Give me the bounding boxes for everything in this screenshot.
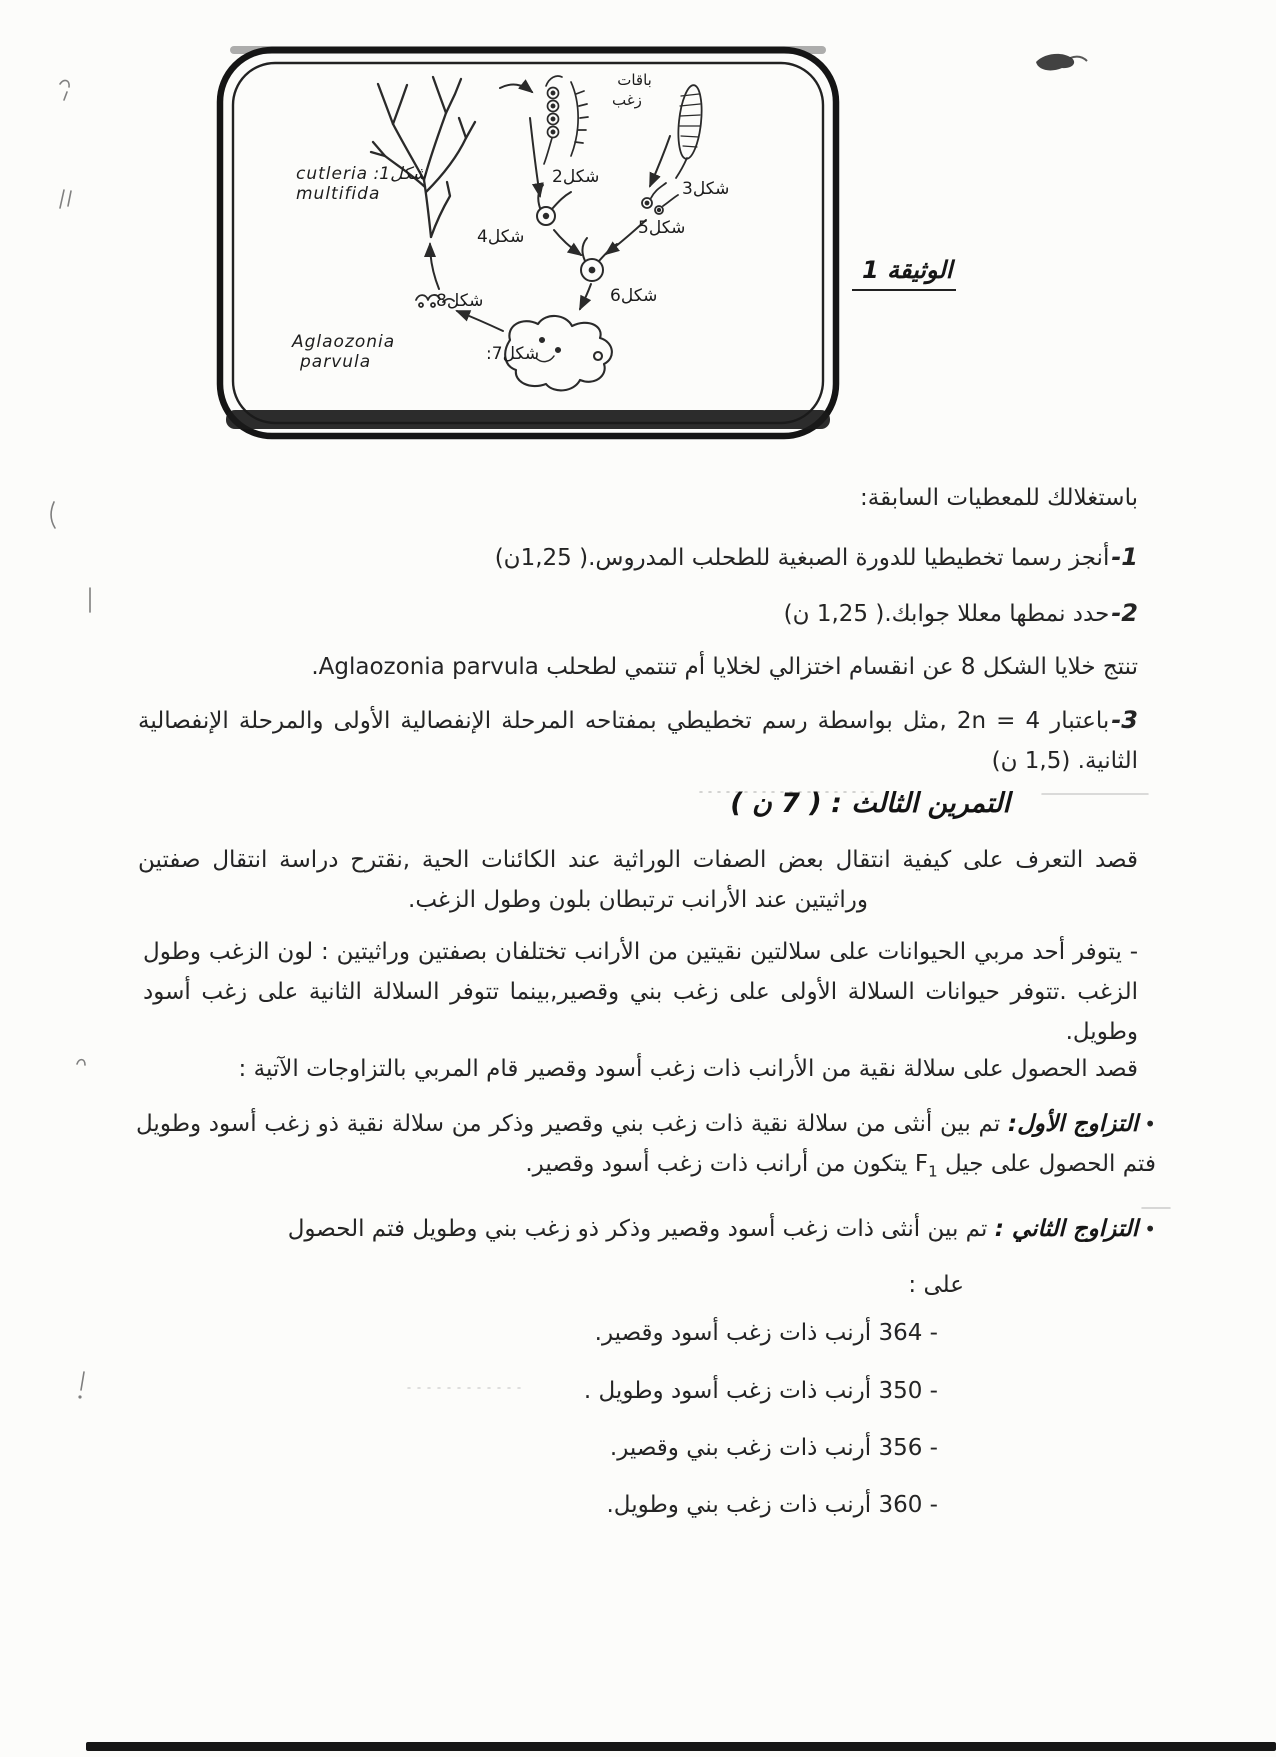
aglaozonia-label-line2: parvula [300,352,372,372]
document1-figure [200,40,860,460]
figure1-label [296,164,427,204]
figure5-gametes-sketch [642,183,678,214]
question-2-text: حدد نمطها معللا جوابك.( 1,25 ن) [783,601,1110,627]
figure5-label: شكل5 [638,218,686,238]
exercise-paragraph-3: قصد الحصول على سلالة نقية من الأرانب ذات زغب أسود وقصير قام المربي بالتزاوجات الآتية : [238,1056,1138,1082]
question-1-number: 1- [1111,543,1138,571]
fuzz-tufts-label [612,70,652,110]
question-3-text: باعتبار 2n = 4 ,مثل بواسطة رسم تخطيطي بمفتاحه المرحلة الإنفصالية الأولى والمرحلة الإنفصالية الثانية. (1,5 ن) [138,708,1138,774]
question-3 [138,700,1138,781]
scan-edge-band [86,1742,1276,1751]
exercise-3-heading: التمرين الثالث : ( 7 ن ) [730,788,1010,819]
exercise-paragraph-2: - يتوفر أحد مربي الحيوانات على سلالتين نقيتين من الأرانب تختلفان بصفتين وراثيتين : لون الزغب وطول الزغب .تتوفر حيوانات السلالة الأولى على زغب بني وقصير,بينما تتوفر السلالة الثانية على زغب أسود وطويل. [143,939,1138,1045]
cross-1-label: التزاوج الأول: [1007,1111,1139,1137]
figure3-sporangium-sketch [675,84,705,178]
exercise-paragraph-1: قصد التعرف على كيفية انتقال بعض الصفات الوراثية عند الكائنات الحية ,نقترح دراسة انتقال صفتين وراثيتين عند الأرانب ترتبطان بلون وطول الزغب. [138,847,1138,913]
document1-title: الوثيقة 1 [852,256,956,291]
cross-2-continuation: على : [908,1272,964,1298]
figure7-label: شكل7: [486,344,540,364]
cross-1-paragraph [136,1104,1156,1192]
fuzz-tufts-label-line1: باقات [617,71,652,89]
margin-marks [51,80,90,1398]
note-line: تنتج خلايا الشكل 8 عن انقسام اختزالي لخلايا أم تنتمي لطحلب Aglaozonia parvula. [311,654,1138,680]
result-item-2: - 350 أرنب ذات زغب أسود وطويل . [583,1378,938,1404]
bullet-icon: • [1144,1112,1156,1136]
figure-frame [220,46,836,436]
question-2 [784,596,1138,631]
bullet-icon: • [1144,1217,1156,1241]
algae-lifecycle-diagram [200,40,860,460]
figure4-label: شكل4 [477,227,525,247]
cross-2-label: التزاوج الثاني : [994,1216,1139,1242]
cross-1-text-b: يتكون من أرانب ذات زغب أسود وقصير. [525,1151,915,1177]
result-item-4: - 360 أرنب ذات زغب بني وطويل. [606,1492,938,1518]
cutleria-thallus-sketch [371,77,475,237]
figure3-label: شكل3 [682,179,730,199]
intro-line: باستغلالك للمعطيات السابقة: [860,485,1138,511]
figure8-label: شكل8 [436,291,484,311]
figure2-sporangia-sketch [544,76,588,164]
figure6-label: شكل6 [610,286,658,306]
fuzz-tufts-label-line2: زغب [612,91,642,109]
cross-2-text: تم بين أنثى ذات زغب أسود وقصير وذكر ذو زغب بني وطويل فتم الحصول [287,1216,988,1242]
cross-1-text-a: تم بين أنثى من سلالة نقية ذات زغب بني وقصير وذكر من سلالة نقية ذو زغب أسود وطويل فتم الحصول على جيل [136,1111,1156,1177]
result-item-1: - 364 أرنب ذات زغب أسود وقصير. [594,1320,938,1346]
question-1 [495,540,1138,575]
figure1-label-line2: multifida [296,184,381,204]
result-item-3: - 356 أرنب ذات زغب بني وقصير. [609,1435,938,1461]
figure4-zoospore-sketch [537,185,571,225]
aglaozonia-label-line1: Aglaozonia [292,332,396,352]
aglaozonia-label [292,332,395,372]
question-3-number: 3- [1111,706,1138,734]
ink-blob-top-right [1036,54,1087,71]
figure1-label-line1: شكل1: cutleria [296,164,427,184]
generation-symbol: $F_1$ [914,1151,938,1181]
figure6-zygote-sketch [581,238,617,281]
generation-subscript: 1 [928,1162,938,1181]
cross-2-paragraph [288,1212,1156,1246]
question-2-number: 2- [1111,599,1138,627]
figure2-label: شكل2 [552,167,600,187]
question-1-text: أنجز رسما تخطيطيا للدورة الصبغية للطحلب المدروس.( 1,25ن) [494,545,1110,571]
